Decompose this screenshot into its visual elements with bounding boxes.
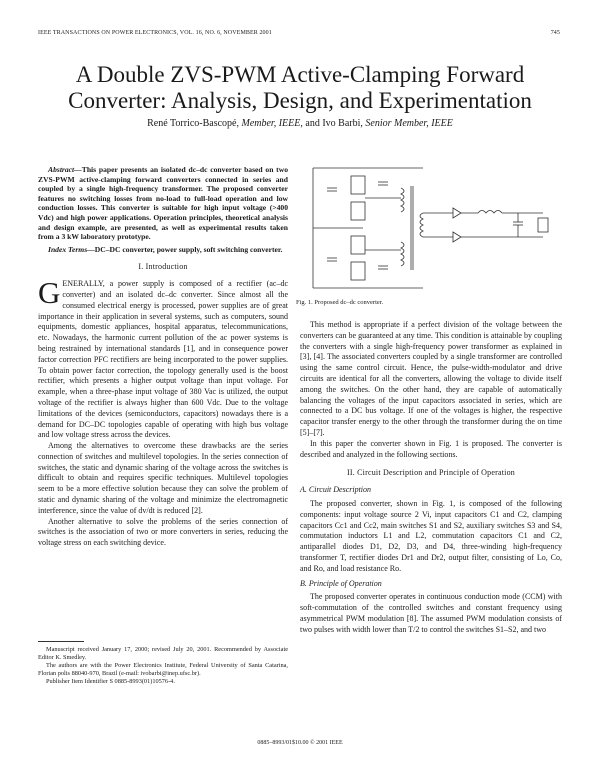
footnote-received: Manuscript received January 17, 2000; revised July 20, 2001. Recommended by Associate Editor K. Smedley. bbox=[38, 646, 288, 661]
switch-s1 bbox=[351, 202, 365, 220]
footnote-rule bbox=[38, 641, 84, 642]
transformer-primary-2 bbox=[401, 242, 404, 266]
title-line-2: Converter: Analysis, Design, and Experimentation bbox=[68, 88, 532, 113]
abstract bbox=[38, 165, 288, 242]
section-2-heading: II. Circuit Description and Principle of Operation bbox=[347, 468, 515, 478]
page-number: 745 bbox=[550, 30, 560, 36]
subsection-a-heading: A. Circuit Description bbox=[300, 485, 372, 495]
author-line bbox=[30, 118, 570, 129]
subsection-b-heading: B. Principle of Operation bbox=[300, 578, 382, 588]
output-inductor bbox=[478, 211, 502, 214]
section-1-heading: I. Introduction bbox=[138, 262, 188, 272]
journal-name: IEEE TRANSACTIONS ON POWER ELECTRONICS, VOL. 16, NO. 6, NOVEMBER 2001 bbox=[38, 30, 272, 36]
intro-paragraph-1 bbox=[38, 275, 288, 441]
intro-paragraph-1-text: ENERALLY, a power supply is composed of a rectifier (ac–dc converter) and an isolated dc–dc converter. Since almost all the consumed electrical energy is processed, power supplies are of great importance in their application in several systems, such as computers, sound equipments, domestic appliances, hospital apparatus, telecommunications, etc. Nowadays, the harmonic current pollution of the ac power systems is being restrained by international standards [1], and in consequence power factor correction PFC rectifiers are being incorporated to the power supplies. To obtain power factor correction, the topology generally used is the boost rectifier, which presents a higher output voltage than input voltage. For example, when a three-phase input voltage of 380 Vac is utilized, the output voltage of the rectifier is always higher than 600 Vdc. Due to the voltage limitations of the devices (semiconductors, capacitors) nowadays there is a demand for DC–DC topologies capable of operating with high bus voltage and low voltage stress across the devices. bbox=[38, 279, 288, 440]
paper-title bbox=[30, 62, 570, 114]
footnote-publisher: Publisher Item Identifier S 0885-8993(01)10576-4. bbox=[46, 678, 175, 685]
copyright-footer: 0885–8993/01$10.00 © 2001 IEEE bbox=[257, 740, 343, 746]
footnote-affiliation: The authors are with the Power Electronics Institute, Federal University of Santa Catarina, Florian polis 88040-970, Brazil (e-mail: ivobarbi@inep.ufsc.br). bbox=[38, 662, 288, 677]
author-1-role: Member, IEEE, bbox=[241, 118, 303, 129]
switch-s3 bbox=[351, 176, 365, 194]
abstract-label: Abstract— bbox=[48, 165, 82, 174]
drop-cap: G bbox=[38, 275, 61, 311]
index-terms bbox=[38, 245, 288, 255]
rectifier-diode-1 bbox=[453, 208, 461, 218]
left-column bbox=[38, 165, 288, 549]
circuit-description-paragraph: The proposed converter, shown in Fig. 1, is composed of the following components: input voltage source 2 Vi, input capacitors C1 and C2, clamping capacitors Cc1 and Cc2, main switches S1 and S2, auxiliary switches S3 and S4, commutation inductors L1 and L2, commutation capacitors C1 and C2, antiparallel diodes D1, D2, D3, and D4, three-winding high-frequency transformer T, rectifier diodes Dr1 and Dr2, output filter, consisting of Lo, Co, and Ro, and load resistance Ro. bbox=[300, 498, 562, 573]
right-paragraph-1: This method is appropriate if a perfect division of the voltage between the converters can be guaranteed at any time. This condition is attainable by coupling the converters with a single high-frequency power transformer as explained in [3], [4]. The associated converters coupled by a single transformer are controlled using the same control circuit. Hence, the pulse-width-modulator and drive circuits are identical for all the converters, allowing the voltage to divide itself among the switches. On the other hand, they are capable of automatically balancing the voltages of the input capacitors associated in series, which are connected to a DC bus voltage. If one of the voltages is higher, the respective capacitor transfer energy to the other through the transformer during the on time [5]–[7]. bbox=[300, 320, 562, 437]
switch-s4 bbox=[351, 236, 365, 254]
right-column bbox=[300, 320, 562, 636]
transformer-primary-1 bbox=[401, 188, 404, 212]
author-2: and Ivo Barbi, bbox=[305, 118, 363, 129]
footnotes bbox=[38, 646, 288, 686]
running-header bbox=[38, 30, 560, 40]
load-resistor bbox=[538, 218, 548, 232]
figure-caption: Fig. 1. Proposed dc–dc converter. bbox=[296, 299, 384, 306]
abstract-text: This paper presents an isolated dc–dc converter based on two ZVS-PWM active-clamping forward converters connected in series and coupled by a single high-frequency transformer. The proposed converter features no switching losses from no-load to full-load operation and low conduction losses. This converter is suitable for high input voltage (>400 Vdc) and high power applications. Operation principles, theoretical analysis and design example, are presented, as well as experimental results taken from a 3 kW laboratory prototype. bbox=[38, 165, 288, 242]
right-paragraph-2: In this paper the converter shown in Fig. 1 is proposed. The converter is described and analyzed in the following sections. bbox=[300, 438, 562, 459]
title-line-1: A Double ZVS-PWM Active-Clamping Forward bbox=[75, 62, 525, 87]
principle-paragraph: The proposed converter operates in continuous conduction mode (CCM) with soft-commutation of the controlled switches and constant frequency using asymmetrical PWM modulation [8]. The assumed PWM modulation consists of two pulses with width lower than T/2 to control the switches S1–S2, and two bbox=[300, 592, 562, 634]
intro-paragraph-3: Another alternative to solve the problems of the series connection of switches is the association of two or more converters in series, reducing the voltage stress on each switching device. bbox=[38, 516, 288, 548]
rectifier-diode-2 bbox=[453, 232, 461, 242]
switch-s2 bbox=[351, 262, 365, 280]
circuit-diagram bbox=[303, 158, 561, 298]
author-2-role: Senior Member, IEEE bbox=[365, 118, 453, 129]
intro-paragraph-2: Among the alternatives to overcome these drawbacks are the series connection of switches and multilevel topologies. In the series connection of switches, the static and dynamic sharing of the voltage across the switches is difficult to obtain and requires specific techniques. Multilevel topologies seem to be a more effective solution because they can solve the problem of static and dynamic sharing of the voltage and minimize the electromagnetic interference, since the value of dv/dt is reduced [2]. bbox=[38, 441, 288, 515]
transformer-secondary bbox=[420, 213, 423, 237]
author-1: René Torrico-Bascopé, bbox=[147, 118, 239, 129]
index-terms-label: Index Terms— bbox=[48, 244, 95, 254]
index-terms-text: DC–DC converter, power supply, soft switching converter. bbox=[94, 244, 283, 254]
